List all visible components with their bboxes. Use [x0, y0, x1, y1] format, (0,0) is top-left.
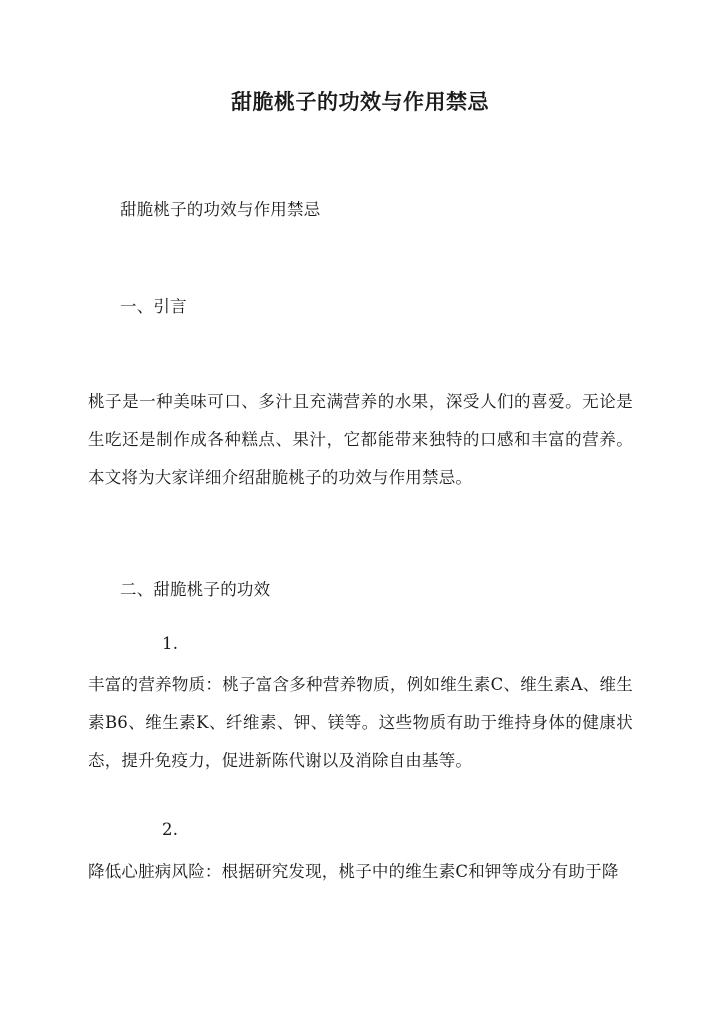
- section-heading-benefits: 二、甜脆桃子的功效: [120, 580, 271, 599]
- document-subtitle: 甜脆桃子的功效与作用禁忌: [120, 200, 321, 219]
- section-heading-intro: 一、引言: [120, 297, 187, 316]
- list-item-text: 丰富的营养物质：桃子富含多种营养物质，例如维生素C、维生素A、维生素B6、维生素K、纤维素、钾、镁等。这些物质有助于维持身体的健康状态，提升免疫力，促进新陈代谢以及消除自由基等。: [88, 675, 633, 770]
- list-item-number: 2.: [162, 820, 179, 839]
- document-title: 甜脆桃子的功效与作用禁忌: [231, 89, 489, 114]
- list-item-text: 降低心脏病风险：根据研究发现，桃子中的维生素C和钾等成分有助于降: [88, 862, 619, 881]
- intro-paragraph: 桃子是一种美味可口、多汁且充满营养的水果，深受人们的喜爱。无论是生吃还是制作成各种糕点、果汁，它都能带来独特的口感和丰富的营养。本文将为大家详细介绍甜脆桃子的功效与作用禁忌。: [88, 392, 633, 487]
- list-item-number: 1.: [162, 634, 179, 653]
